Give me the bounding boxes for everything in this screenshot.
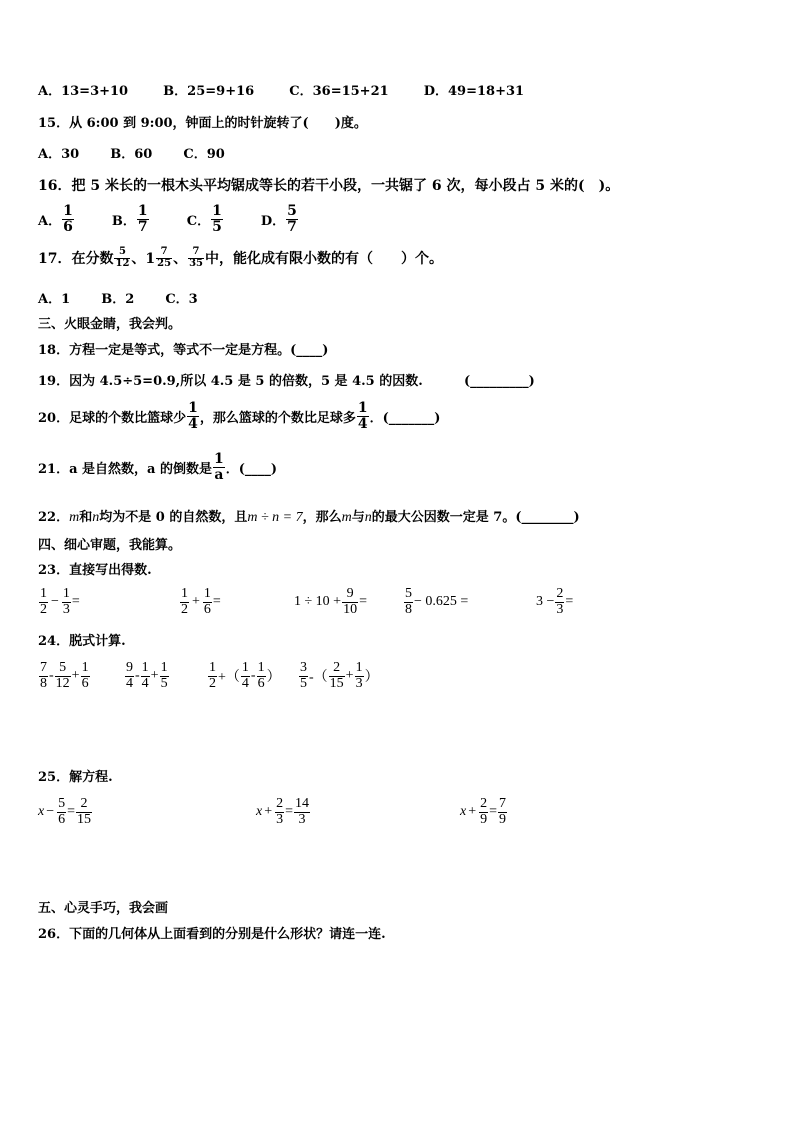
fraction: $\frac{2}{15}$ [77, 796, 92, 827]
q15-option-a: A．30 [38, 147, 80, 162]
q24-expr-4: $\frac{3}{5}$ -（ $\frac{2}{15}$ + $\frac{1}{3}$ ） [300, 660, 379, 691]
q23-stem: 23．直接写出得数. [38, 563, 152, 578]
q22: 22．m和n均为不是 0 的自然数，且m ÷ n = 7，那么m与n的最大公因数一定是 7。(________) [38, 510, 580, 525]
fraction: $\frac{1}{4}$ [141, 660, 149, 691]
q14-options [38, 84, 524, 100]
q23-expr-3: 1 ÷ 10 + $\frac{9}{10}$ = [294, 586, 367, 617]
fraction: $\frac{3}{5}$ [300, 660, 307, 691]
q15-options [38, 147, 225, 163]
q15-stem: 15．从 6:00 到 9:00，钟面上的时针旋转了( )度。 [38, 116, 367, 131]
fraction: $\frac{7}{25}$ [157, 246, 172, 269]
q19: 19．因为 4.5÷5=0.9,所以 4.5 是 5 的倍数，5 是 4.5 的因数. [38, 374, 423, 389]
q17-stem: 17．在分数 $\frac{5}{12}$ 、1 $\frac{7}{25}$ 、 $\frac{7}{35}$ 中，能化成有限小数的有（ ）个。 [38, 246, 443, 269]
q14-option-c: C．36=15+21 [289, 84, 389, 99]
q15-option-b: B．60 [110, 147, 153, 162]
fraction: $\frac{1}{4}$ [241, 660, 249, 691]
fraction: $\frac{9}{4}$ [126, 660, 133, 691]
q23-expr-2: $\frac{1}{2}$ + $\frac{1}{6}$ = [181, 586, 221, 617]
q16-stem: 16．把 5 米长的一根木头平均锯成等长的若干小段，一共锯了 6 次，每小段占 5 米的( )。 [38, 178, 620, 194]
fraction: $\frac{1}{2}$ [181, 586, 188, 617]
fraction: $\frac{1}{5}$ [160, 660, 168, 691]
fraction: $\frac{1}{4}$ [188, 400, 198, 432]
fraction: $\frac{9}{10}$ [343, 586, 358, 617]
q25-equation-1: x − $\frac{5}{6}$ = $\frac{2}{15}$ [38, 796, 92, 827]
q24-stem: 24．脱式计算. [38, 634, 126, 649]
section-5-heading: 五、心灵手巧，我会画 [38, 901, 169, 916]
q18: 18．方程一定是等式，等式不一定是方程。(____) [38, 343, 329, 358]
q17-option-b: B．2 [101, 292, 135, 307]
q23-expr-4: $\frac{5}{8}$ − 0.625 = [405, 586, 469, 617]
fraction: $\frac{2}{15}$ [329, 660, 344, 691]
fraction: $\frac{1}{7}$ [137, 203, 148, 235]
q14-option-a: A．13=3+10 [38, 84, 129, 99]
section-3-heading: 三、火眼金睛，我会判。 [38, 317, 182, 332]
fraction: $\frac{1}{5}$ [212, 203, 222, 235]
fraction: $\frac{1}{2}$ [209, 660, 216, 691]
q26: 26．下面的几何体从上面看到的分别是什么形状？请连一连. [38, 927, 386, 942]
q25-stem: 25．解方程. [38, 770, 113, 785]
q24-expr-2: $\frac{9}{4}$ - $\frac{1}{4}$ + $\frac{1}{5}$ [126, 660, 168, 691]
fraction: $\frac{1}{4}$ [357, 400, 368, 432]
fraction: $\frac{2}{3}$ [276, 796, 284, 827]
q14-option-d: D．49=18+31 [423, 84, 525, 99]
fraction: $\frac{5}{12}$ [115, 246, 130, 269]
fraction: $\frac{2}{3}$ [556, 586, 564, 617]
q17-option-c: C．3 [165, 292, 198, 307]
fraction: $\frac{1}{3}$ [355, 660, 363, 691]
fraction: $\frac{5}{8}$ [405, 586, 412, 617]
q16-option-c: C． $\frac{1}{5}$ [186, 203, 222, 235]
fraction: $\frac{1}{a}$ [214, 451, 224, 483]
q16-option-a: A． $\frac{1}{6}$ [38, 203, 73, 235]
fraction: $\frac{7}{35}$ [189, 246, 203, 269]
fraction: $\frac{5}{7}$ [287, 203, 297, 235]
q23-expr-5: 3 − $\frac{2}{3}$ = [536, 586, 574, 617]
fraction: $\frac{14}{3}$ [295, 796, 310, 827]
q16-option-d: D． $\frac{5}{7}$ [260, 203, 297, 235]
fraction: $\frac{1}{6}$ [81, 660, 89, 691]
q17-option-a: A．1 [38, 292, 71, 307]
fraction: $\frac{1}{3}$ [62, 586, 70, 617]
q16-option-b: B． $\frac{1}{7}$ [111, 203, 148, 235]
q25-equation-3: x + $\frac{2}{9}$ = $\frac{7}{9}$ [460, 796, 507, 827]
q24-expr-1: $\frac{7}{8}$ - $\frac{5}{12}$ + $\frac{1}{6}$ [40, 660, 89, 691]
q19-answer-blank[interactable]: (_________) [464, 374, 535, 389]
fraction: $\frac{2}{9}$ [480, 796, 488, 827]
fraction: $\frac{1}{2}$ [40, 586, 47, 617]
q20: 20．足球的个数比篮球少 $\frac{1}{4}$ ，那么篮球的个数比足球多 $\frac{1}{4}$ ．(_______) [38, 400, 441, 432]
q23-expr-1: $\frac{1}{2}$ − $\frac{1}{3}$ = [40, 586, 80, 617]
fraction: $\frac{7}{9}$ [499, 796, 507, 827]
fraction: $\frac{1}{6}$ [203, 586, 211, 617]
q14-option-b: B．25=9+16 [163, 84, 255, 99]
q15-option-c: C．90 [183, 147, 225, 162]
q21: 21．a 是自然数，a 的倒数是 $\frac{1}{a}$ ．(____) [38, 451, 278, 483]
section-4-heading: 四、细心审题，我能算。 [38, 538, 182, 553]
q17-options [38, 292, 198, 308]
q25-equation-2: x + $\frac{2}{3}$ = $\frac{14}{3}$ [256, 796, 310, 827]
fraction: $\frac{5}{6}$ [58, 796, 66, 827]
q24-expr-3: $\frac{1}{2}$ +（ $\frac{1}{4}$ - $\frac{1}{6}$ ） [209, 660, 281, 691]
q16-options [38, 204, 299, 234]
fraction: $\frac{5}{12}$ [55, 660, 70, 691]
fraction: $\frac{1}{6}$ [63, 203, 73, 235]
fraction: $\frac{1}{6}$ [257, 660, 265, 691]
fraction: $\frac{7}{8}$ [40, 660, 47, 691]
